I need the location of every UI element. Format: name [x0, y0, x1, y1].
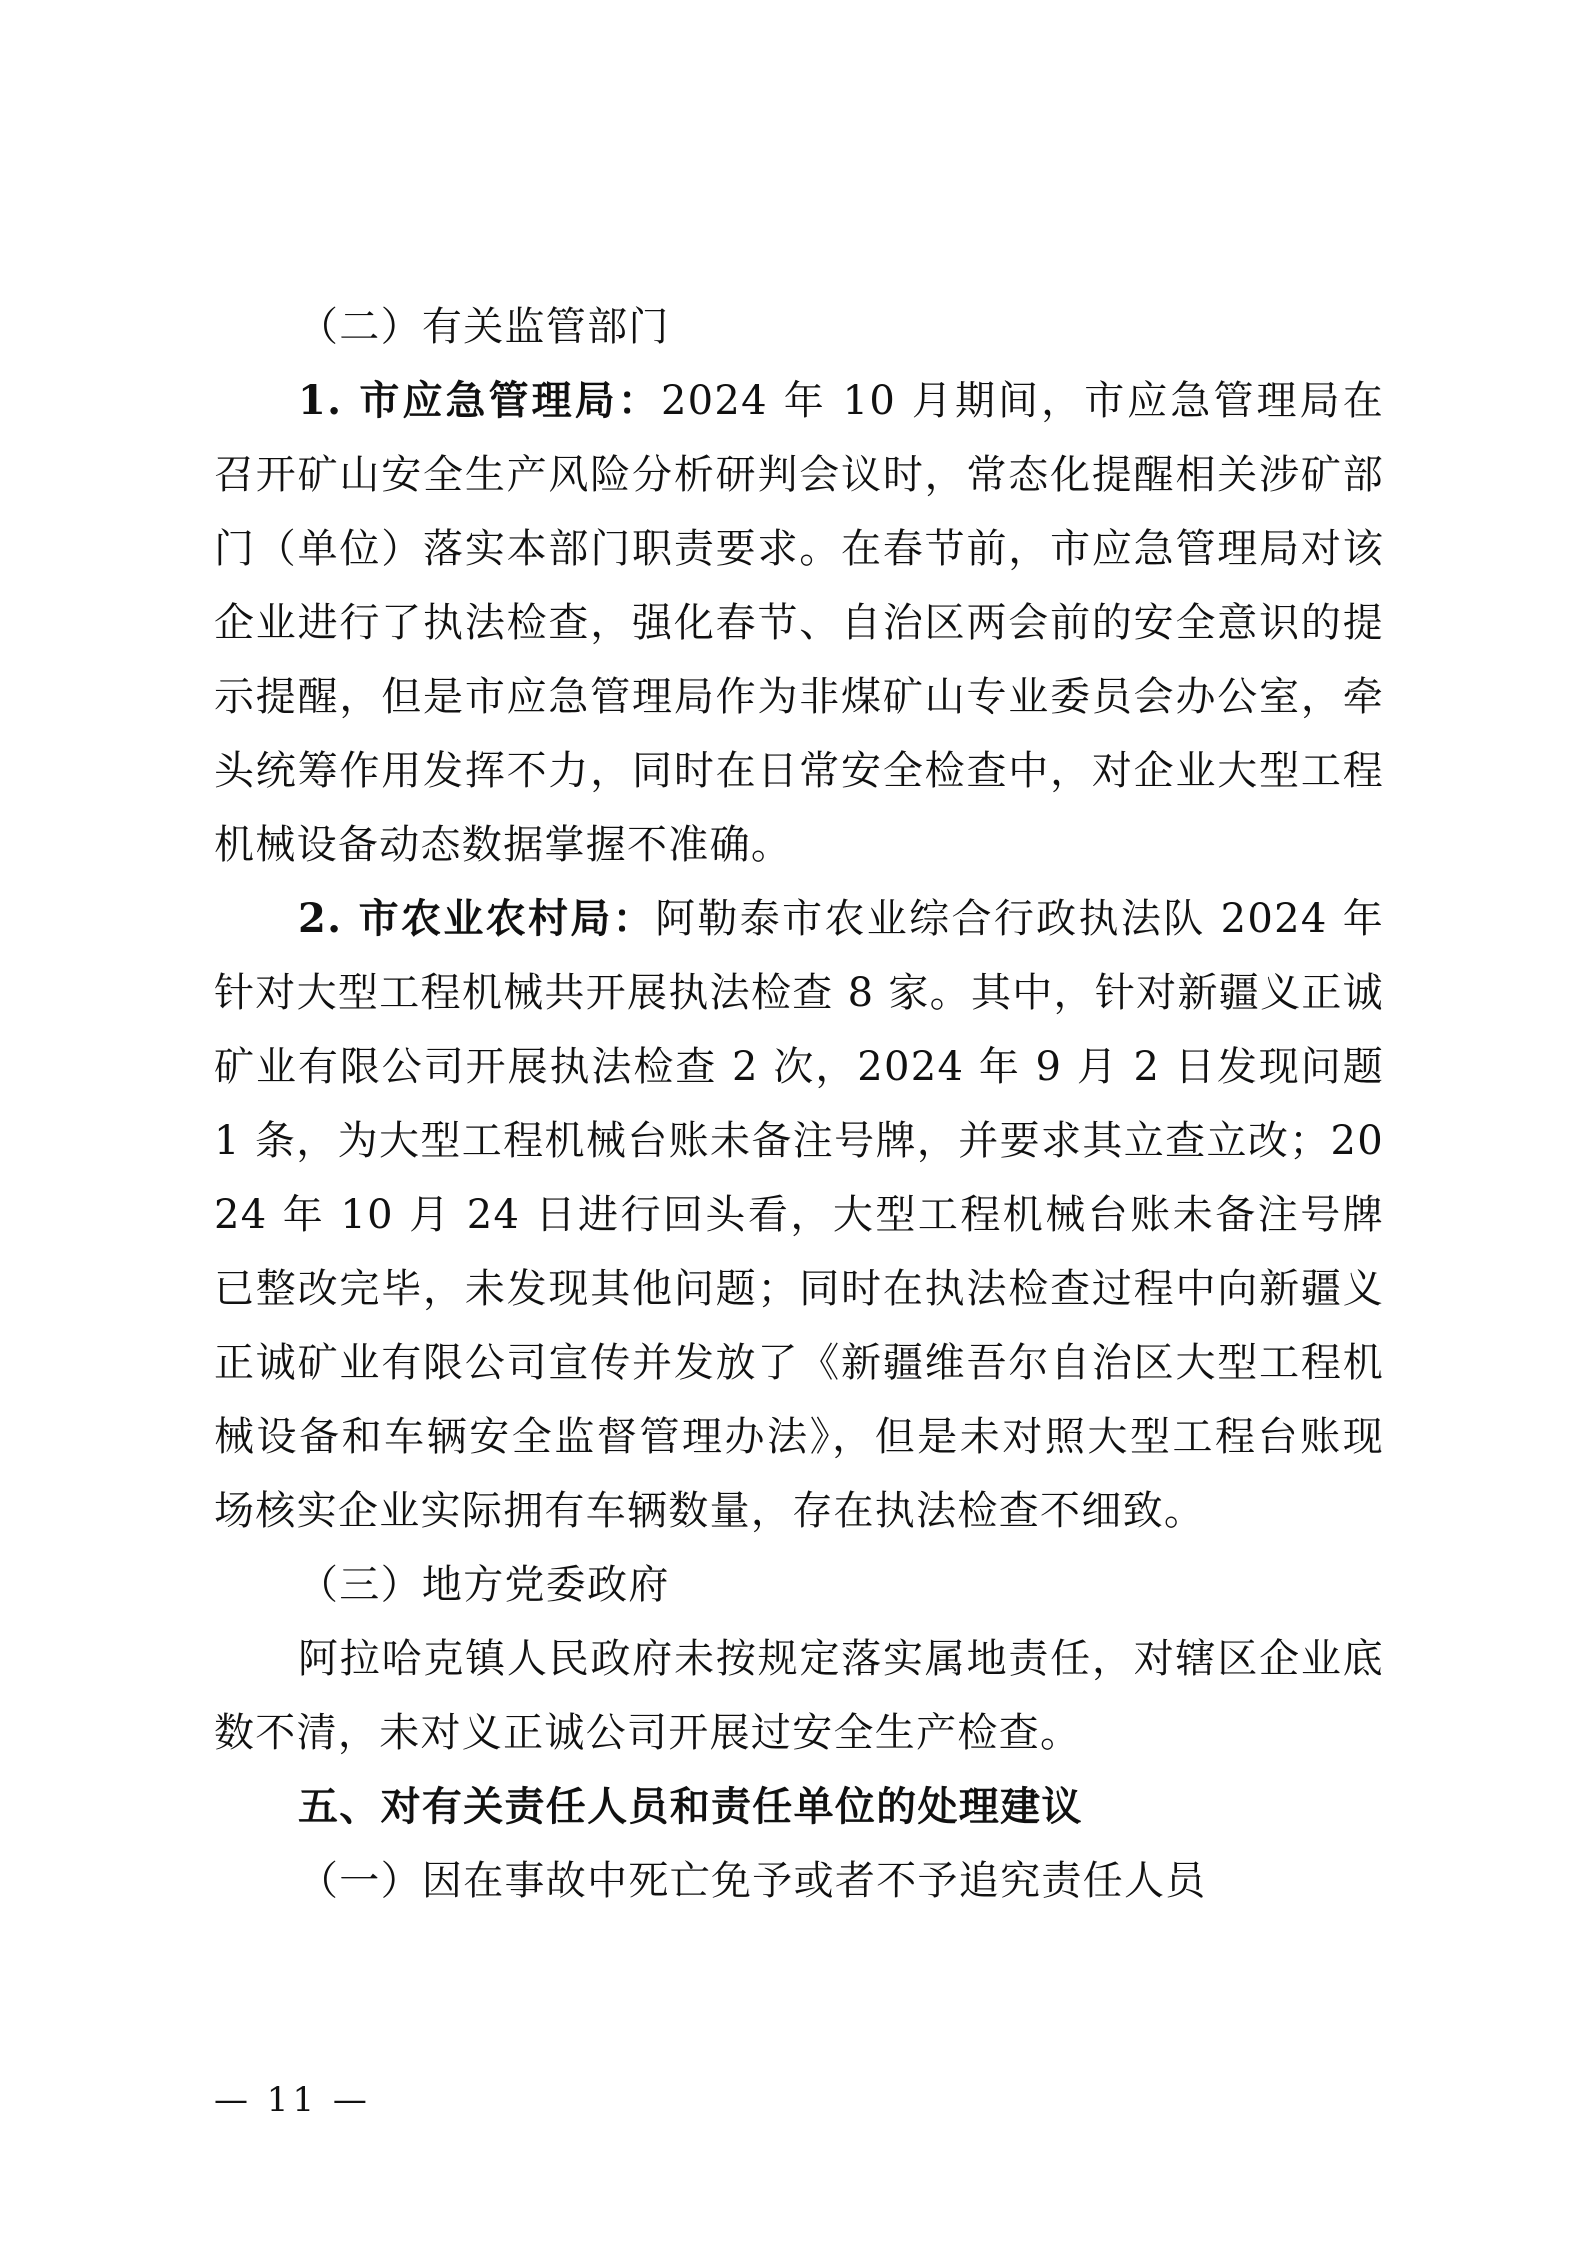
document-body [214, 290, 1384, 1918]
section-heading-local-government: （三）地方党委政府 [298, 1562, 670, 1608]
chapter-heading: 五、对有关责任人员和责任单位的处理建议 [298, 1784, 1083, 1830]
text-agriculture-bureau: 阿勒泰市农业综合行政执法队 2024 年针对大型工程机械共开展执法检查 8 家。其中，针对新疆义正诚矿业有限公司开展执法检查 2 次，2024 年 9 月 2 日发现问题 1 条，为大型工程机械台账未备注号牌，并要求其立查立改；2024 年 10 月 24 日进行回头看，大型工程机械台账未备注号牌已整改完毕，未发现其他问题；同时在执法检查过程中向新疆义正诚矿业有限公司宣传并发放了《新疆维吾尔自治区大型工程机械设备和车辆安全监督管理办法》，但是未对照大型工程台账现场核实企业实际拥有车辆数量，存在执法检查不细致。 [214, 896, 1384, 1534]
label-emergency-bureau: 1. 市应急管理局： [298, 377, 661, 424]
section-heading-regulators: （二）有关监管部门 [298, 304, 670, 350]
paragraph-agriculture-bureau [214, 882, 1384, 1548]
paragraph-local-government: 阿拉哈克镇人民政府未按规定落实属地责任，对辖区企业底数不清，未对义正诚公司开展过安全生产检查。 [214, 1636, 1384, 1756]
sub-heading: （一）因在事故中死亡免予或者不予追究责任人员 [298, 1858, 1207, 1904]
text-emergency-bureau: 2024 年 10 月期间，市应急管理局在召开矿山安全生产风险分析研判会议时，常态化提醒相关涉矿部门（单位）落实本部门职责要求。在春节前，市应急管理局对该企业进行了执法检查，强化春节、自治区两会前的安全意识的提示提醒，但是市应急管理局作为非煤矿山专业委员会办公室，牵头统筹作用发挥不力，同时在日常安全检查中，对企业大型工程机械设备动态数据掌握不准确。 [214, 378, 1385, 868]
label-agriculture-bureau: 2. 市农业农村局： [298, 895, 656, 942]
paragraph-emergency-bureau [214, 364, 1384, 882]
page-number: — 11 — [214, 2080, 371, 2120]
